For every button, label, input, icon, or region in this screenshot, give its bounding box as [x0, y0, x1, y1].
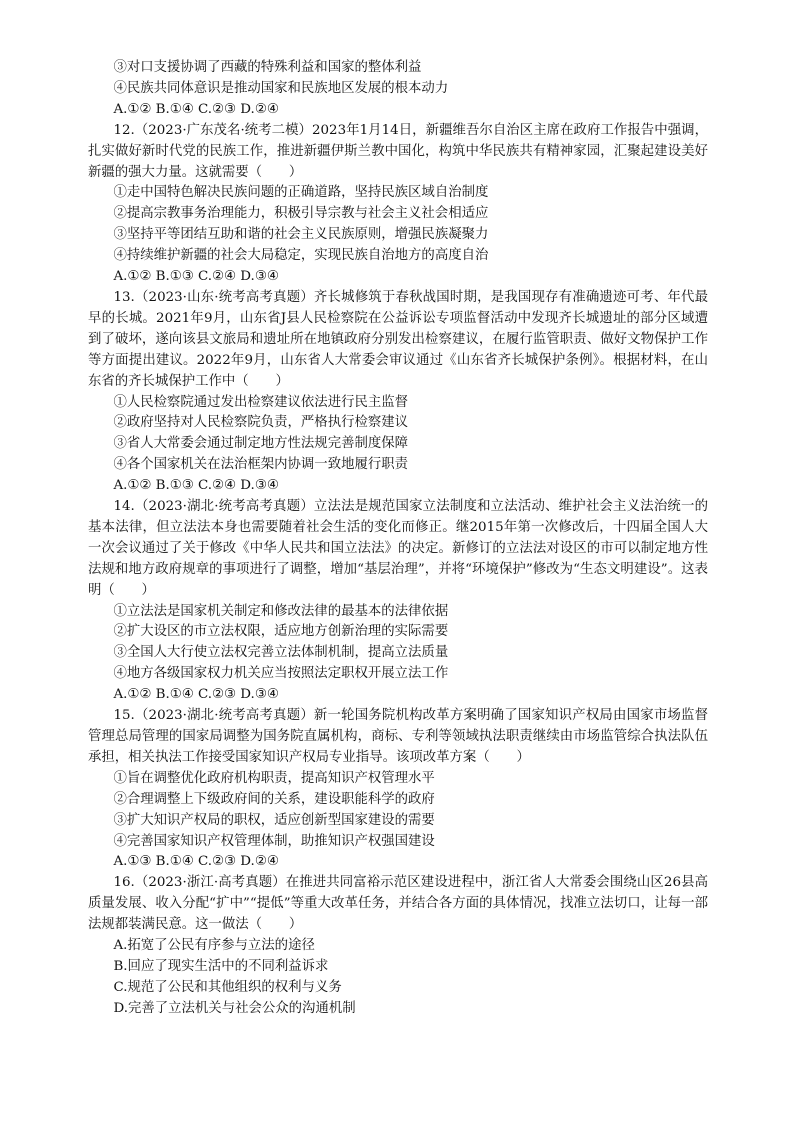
answer-choices: A.①② B.①③ C.②④ D.③④ — [113, 478, 279, 494]
option-item: ②政府坚持对人民检察院负责，严格执行检察建议 — [113, 415, 409, 431]
question-stem: 15.（2023·湖北·统考高考真题）新一轮国务院机构改革方案明确了国家知识产权局由国家市场监督管理总局管理的国家局调整为国务院直属机构，商标、专利等领域执法职责继续由市场监管综合执法队伍承担，相关执法工作接受国家知识产权局专业指导。该项改革方案（ ） — [88, 708, 708, 765]
option-item: ②扩大设区的市立法权限，适应地方创新治理的实际需要 — [113, 624, 449, 640]
option-d: D.完善了立法机关与社会公众的沟通机制 — [113, 1000, 356, 1016]
option-item: ④地方各级国家权力机关应当按照法定职权开展立法工作 — [113, 666, 449, 682]
question-stem: 14.（2023·湖北·统考高考真题）立法法是规范国家立法制度和立法活动、维护社会主义法治统一的基本法律，但立法法本身也需要随着社会生活的变化而修正。继2015年第一次修改后，十四届全国人大一次会议通过了关于修改《中华人民共和国立法法》的决定。新修订的立法法对设区的市可以制定地方性法规和地方政府规章的事项进行了调整，增加“基层治理”，并将“环境保护”修改为“生态文明建设”。这表明（ ） — [88, 499, 708, 598]
option-item: ③坚持平等团结互助和谐的社会主义民族原则，增强民族凝聚力 — [113, 227, 489, 243]
option-item: ①旨在调整优化政府机构职责，提高知识产权管理水平 — [113, 770, 435, 786]
answer-choices: A.①② B.①④ C.②③ D.②④ — [113, 101, 279, 117]
option-a: A.拓宽了公民有序参与立法的途径 — [113, 938, 315, 954]
option-item: ②合理调整上下级政府间的关系，建设职能科学的政府 — [113, 791, 435, 807]
option-item: ②提高宗教事务治理能力，积极引导宗教与社会主义社会相适应 — [113, 206, 489, 222]
option-c: C.规范了公民和其他组织的权利与义务 — [113, 979, 342, 995]
option-item: ①人民检察院通过发出检察建议依法进行民主监督 — [113, 394, 409, 410]
option-item: ④民族共同体意识是推动国家和民族地区发展的根本动力 — [113, 80, 449, 96]
option-item: ①走中国特色解决民族问题的正确道路，坚持民族区域自治制度 — [113, 185, 489, 201]
question-stem: 16.（2023·浙江·高考真题）在推进共同富裕示范区建设进程中，浙江省人大常委会围绕山区26县高质量发展、收入分配“扩中”“提低”等重大改革任务，并结合各方面的具体情况，找准立法切口，让每一部法规都装满民意。这一做法（ ） — [88, 875, 708, 933]
question-stem: 13.（2023·山东·统考高考真题）齐长城修筑于春秋战国时期，是我国现存有准确遗迹可考、年代最早的长城。2021年9月，山东省J县人民检察院在公益诉讼专项监督活动中发现齐长城遗址的部分区域遭到了破坏，遂向该县文旅局和遗址所在地镇政府分别发出检察建议，在履行监管职责、做好文物保护工作等方面提出建议。2022年9月，山东省人大常委会审议通过《山东省齐长城保护条例》。根据材料，在山东省的齐长城保护工作中（ ） — [88, 289, 708, 389]
question-16 — [88, 873, 708, 1019]
answer-choices: A.①③ B.①④ C.②③ D.②④ — [113, 854, 279, 870]
question-13 — [88, 288, 708, 497]
document-page — [88, 58, 708, 1020]
option-b: B.回应了现实生活中的不同利益诉求 — [113, 958, 329, 974]
option-item: ④各个国家机关在法治框架内协调一致地履行职责 — [113, 457, 409, 473]
question-stem: 12.（2023·广东茂名·统考二模）2023年1月14日，新疆维吾尔自治区主席在政府工作报告中强调，扎实做好新时代党的民族工作，推进新疆伊斯兰教中国化，构筑中华民族共有精神家园，汇聚起建设美好新疆的强大力量。这就需要（ ） — [88, 122, 708, 180]
option-item: ③对口支援协调了西藏的特殊利益和国家的整体利益 — [113, 60, 422, 75]
option-item: ③扩大知识产权局的职权，适应创新型国家建设的需要 — [113, 812, 435, 828]
option-item: ④完善国家知识产权管理体制，助推知识产权强国建设 — [113, 833, 435, 849]
option-item: ④持续维护新疆的社会大局稳定，实现民族自治地方的高度自治 — [113, 248, 489, 264]
answer-choices: A.①② B.①③ C.②④ D.③④ — [113, 269, 279, 285]
option-item: ①立法法是国家机关制定和修改法律的最基本的法律依据 — [113, 603, 449, 619]
question-12 — [88, 121, 708, 288]
question-15 — [88, 706, 708, 873]
option-item: ③省人大常委会通过制定地方性法规完善制度保障 — [113, 436, 409, 452]
answer-choices: A.①② B.①④ C.②③ D.③④ — [113, 687, 279, 703]
option-item: ③全国人大行使立法权完善立法体制机制，提高立法质量 — [113, 645, 449, 661]
question-14 — [88, 497, 708, 706]
